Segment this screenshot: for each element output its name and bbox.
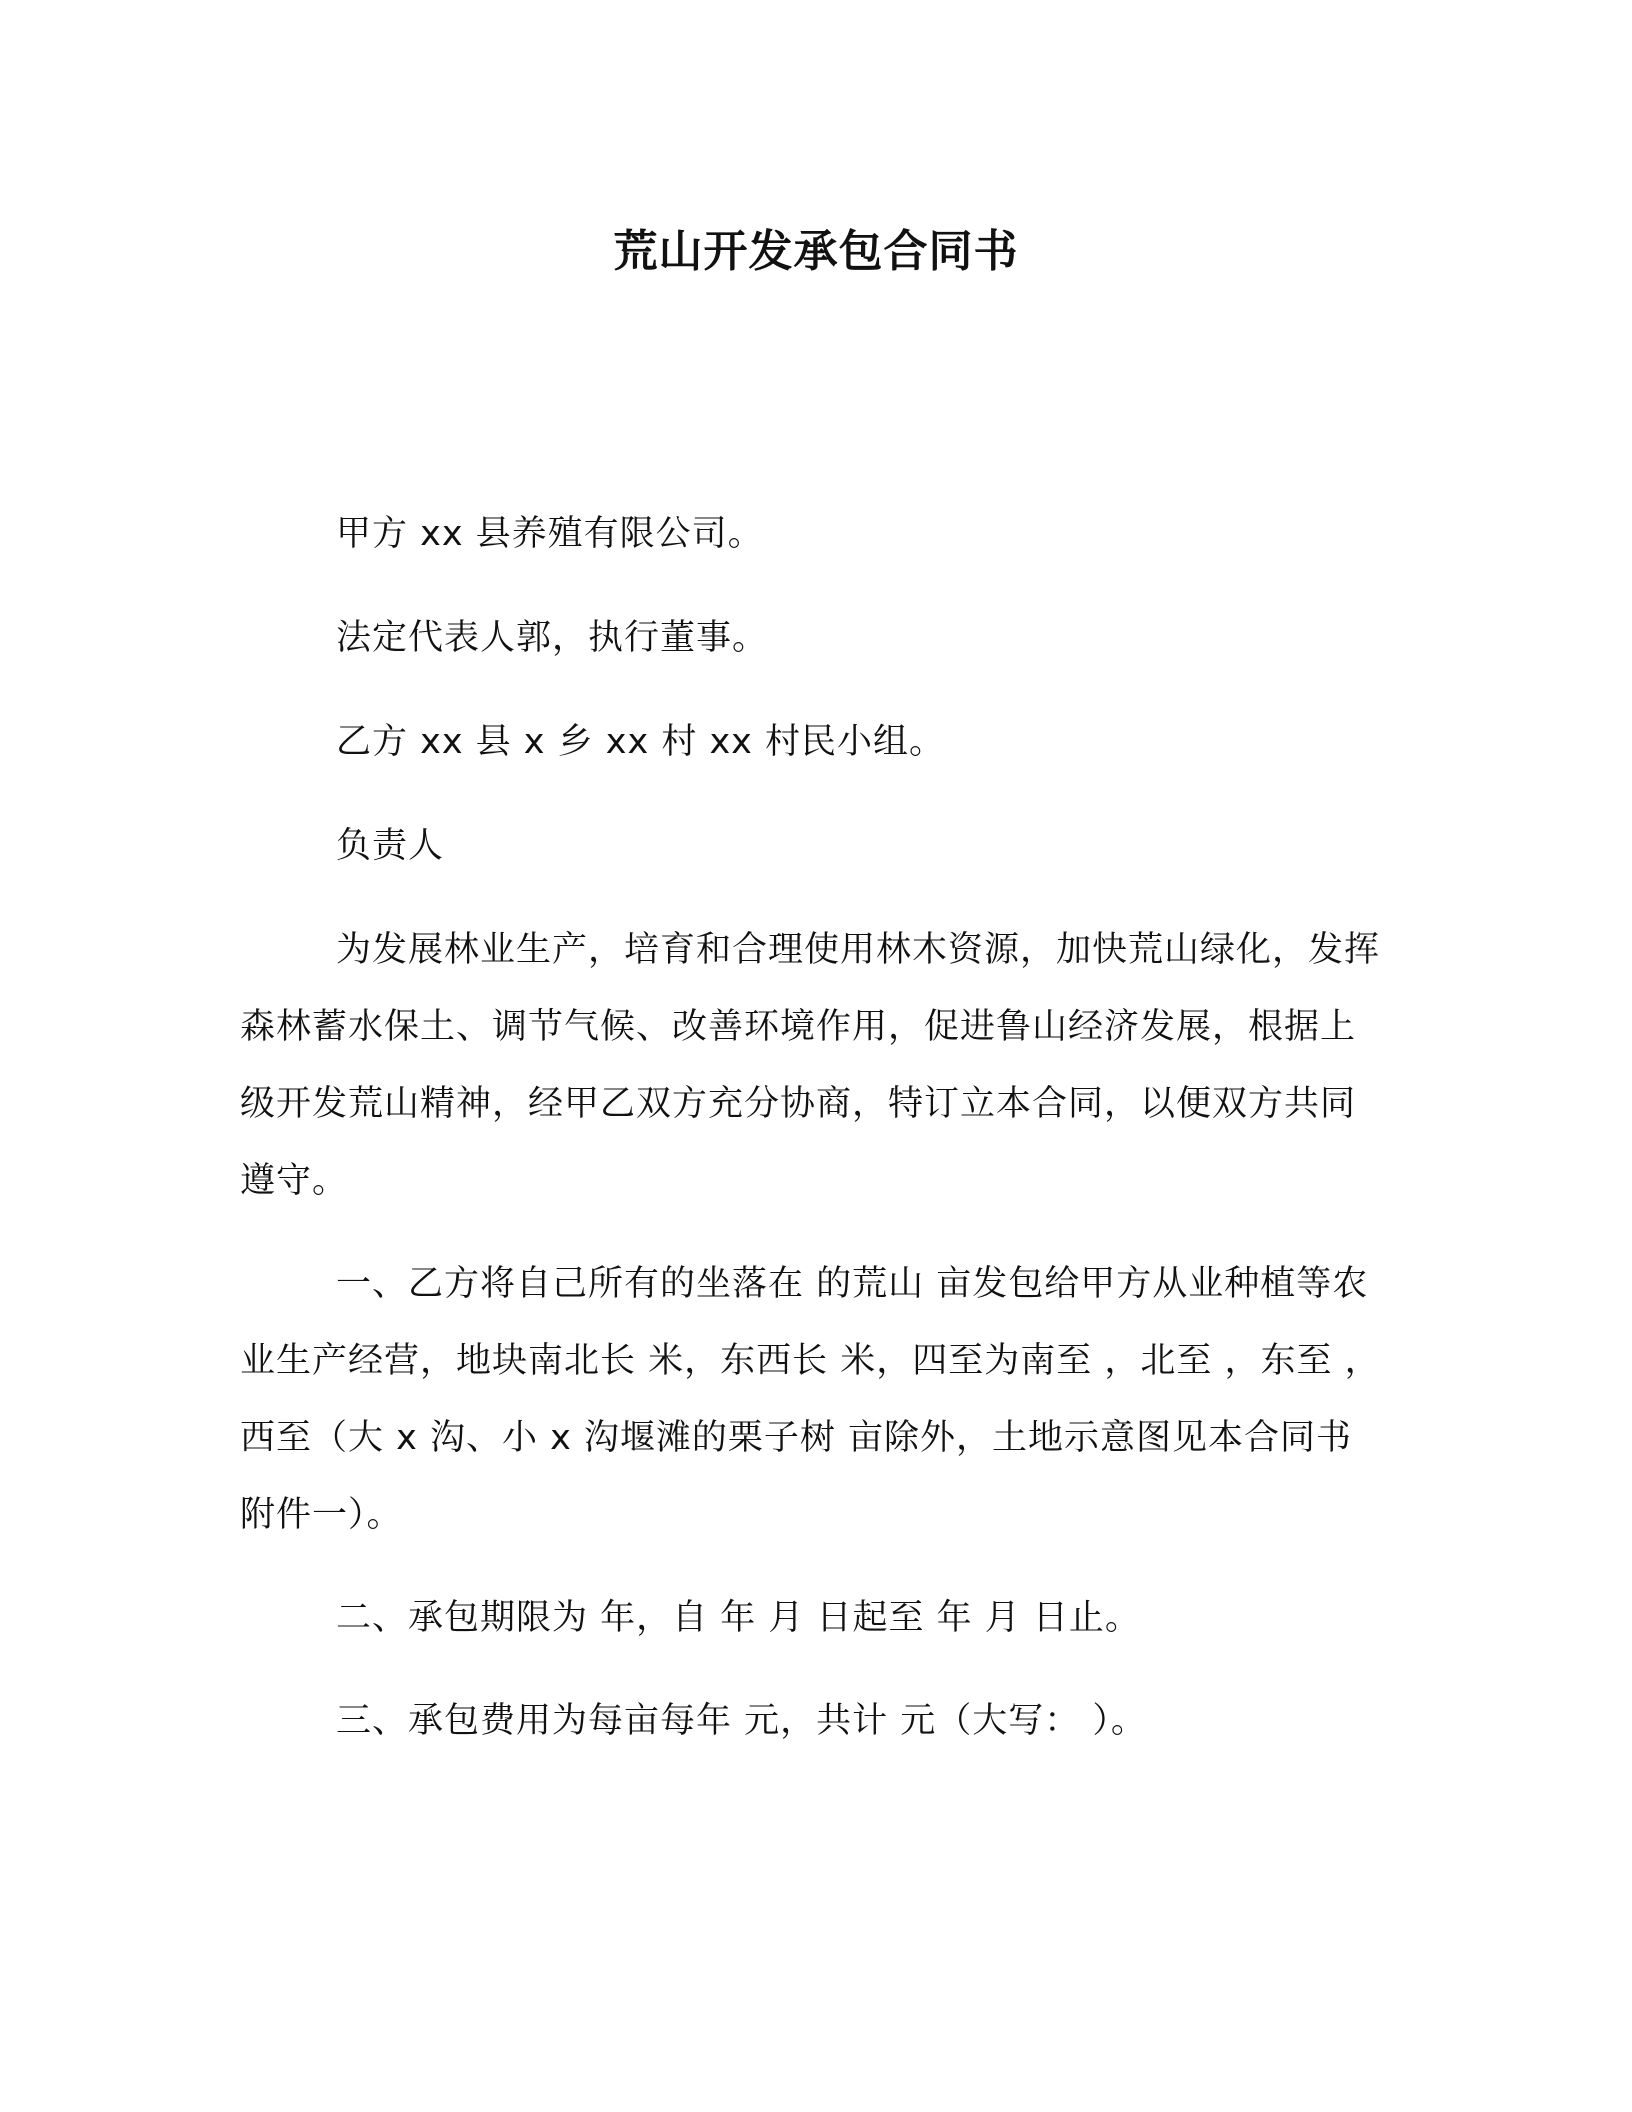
responsible-person-paragraph: 负责人 xyxy=(336,826,445,866)
party-b-paragraph: 乙方 xx 县 x 乡 xx 村 xx 村民小组。 xyxy=(336,722,945,762)
document-body xyxy=(240,496,1385,1786)
preamble-paragraph: 为发展林业生产，培育和合理使用林木资源，加快荒山绿化，发挥森林蓄水保土、调节气候、改善环境作用，促进鲁山经济发展，根据上级开发荒山精神，经甲乙双方充分协商，特订立本合同，以便双方共同遵守。 xyxy=(240,930,1381,1201)
clause-three-paragraph: 三、承包费用为每亩每年 元，共计 元（大写： ）。 xyxy=(336,1701,1147,1741)
document-title: 荒山开发承包合同书 xyxy=(613,226,1019,277)
clause-two-paragraph: 二、承包期限为 年，自 年 月 日起至 年 月 日止。 xyxy=(336,1598,1141,1638)
clause-one-paragraph: 一、乙方将自己所有的坐落在 的荒山 亩发包给甲方从业种植等农业生产经营，地块南北长 米，东西长 米，四至为南至 ，北至 ，东至 ，西至（大 x 沟、小 x 沟堰滩的栗子树 亩除外，土地示意图见本合同书附件一）。 xyxy=(240,1264,1381,1535)
legal-representative-paragraph: 法定代表人郭，执行董事。 xyxy=(336,618,769,658)
party-a-paragraph: 甲方 xx 县养殖有限公司。 xyxy=(336,514,764,554)
